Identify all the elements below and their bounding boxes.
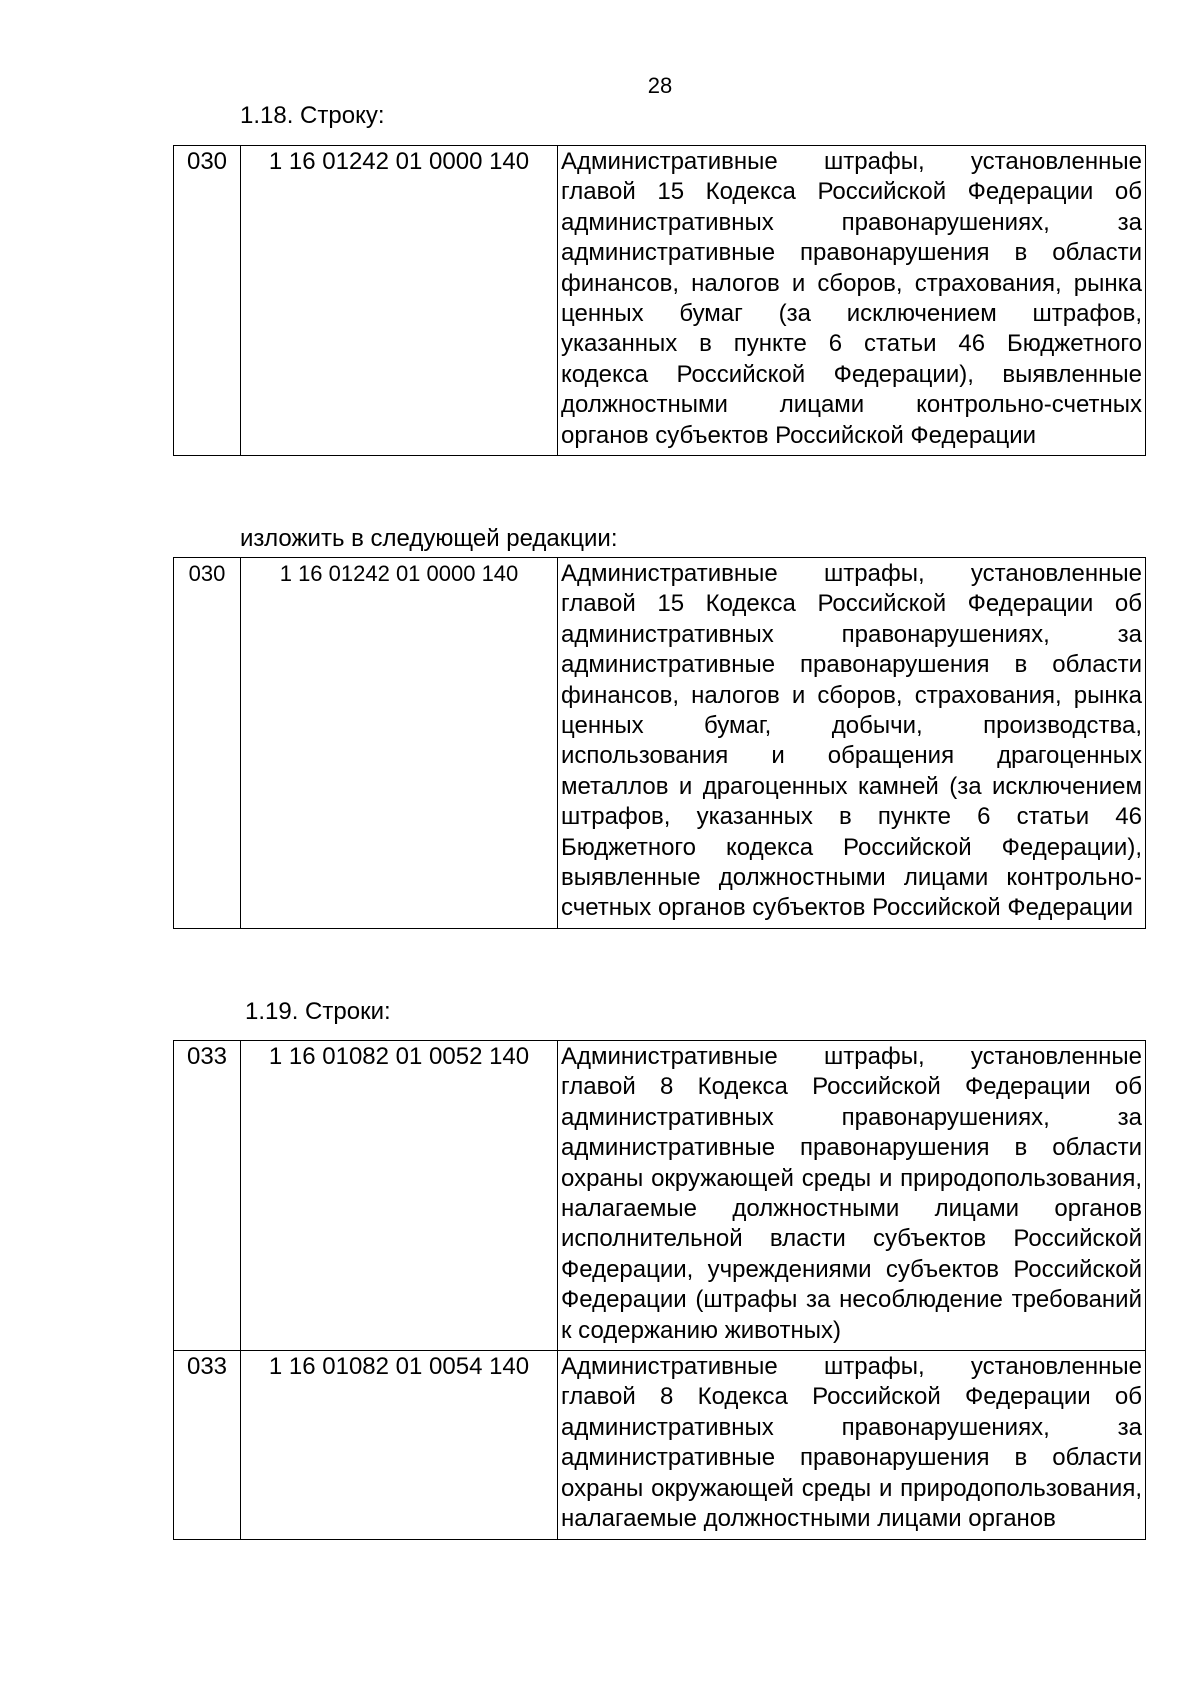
section-1-18-heading: 1.18. Строку: (240, 102, 385, 129)
description-cell: Административные штрафы, установленные главой 8 Кодекса Российской Федерации об административных правонарушениях, за административные правонарушения в области охраны окружающей среды и природопользования, налагаемые должностными лицами органов исполнительной власти субъектов Российской Федерации, учреждениями субъектов Российской Федерации (штрафы за несоблюдение требований к содержанию животных) (558, 1041, 1146, 1351)
section-1-19-heading: 1.19. Строки: (245, 998, 391, 1025)
rows-table-1-19 (173, 1040, 1146, 1540)
admin-code-cell: 033 (174, 1351, 241, 1539)
admin-code-cell: 033 (174, 1041, 241, 1351)
kbk-cell: 1 16 01082 01 0052 140 (241, 1041, 558, 1351)
table-row (174, 1041, 1146, 1351)
old-row-table-1-18 (173, 145, 1146, 456)
table-row (174, 146, 1146, 456)
admin-code-cell: 030 (174, 558, 241, 929)
table-row (174, 558, 1146, 929)
description-cell: Административные штрафы, установленные главой 15 Кодекса Российской Федерации об административных правонарушениях, за административные правонарушения в области финансов, налогов и сборов, страхования, рынка ценных бумаг, добычи, производства, использования и обращения драгоценных металлов и драгоценных камней (за исключением штрафов, указанных в пункте 6 статьи 46 Бюджетного кодекса Российской Федерации), выявленные должностными лицами контрольно-счетных органов субъектов Российской Федерации (558, 558, 1146, 929)
kbk-cell: 1 16 01082 01 0054 140 (241, 1351, 558, 1539)
page-number: 28 (647, 73, 673, 98)
kbk-cell: 1 16 01242 01 0000 140 (241, 146, 558, 456)
new-edition-heading: изложить в следующей редакции: (240, 525, 618, 552)
admin-code-cell: 030 (174, 146, 241, 456)
description-cell: Административные штрафы, установленные главой 15 Кодекса Российской Федерации об административных правонарушениях, за административные правонарушения в области финансов, налогов и сборов, страхования, рынка ценных бумаг (за исключением штрафов, указанных в пункте 6 статьи 46 Бюджетного кодекса Российской Федерации), выявленные должностными лицами контрольно-счетных органов субъектов Российской Федерации (558, 146, 1146, 456)
description-cell: Административные штрафы, установленные главой 8 Кодекса Российской Федерации об административных правонарушениях, за административные правонарушения в области охраны окружающей среды и природопользования, налагаемые должностными лицами органов (558, 1351, 1146, 1539)
new-row-table-1-18 (173, 557, 1146, 929)
table-row (174, 1351, 1146, 1539)
kbk-cell: 1 16 01242 01 0000 140 (241, 558, 558, 929)
